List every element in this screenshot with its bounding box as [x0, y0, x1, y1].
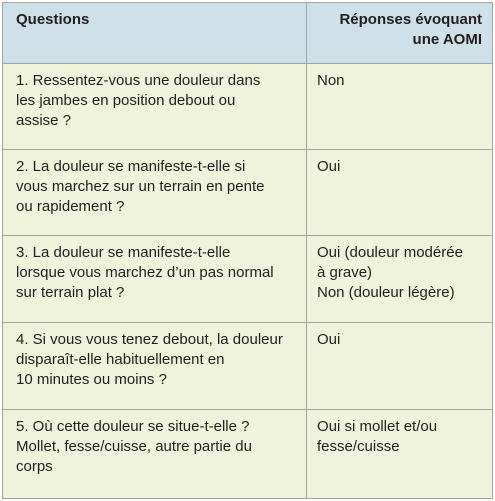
answer-text-line: Oui si mollet et/ou	[317, 418, 438, 435]
answer-text-line: Non (douleur légère)	[317, 284, 455, 301]
question-text-line: 2. La douleur se manifeste-t-elle si	[16, 158, 246, 175]
table-row	[3, 410, 492, 498]
table-header	[3, 3, 492, 64]
question-text-line: les jambes en position debout ou	[16, 92, 236, 109]
table-row	[3, 236, 492, 323]
answer-text-line: Oui	[317, 158, 341, 175]
answer-text-line: Oui (douleur modérée	[317, 244, 463, 261]
answer-cell	[307, 410, 492, 498]
answer-cell	[307, 150, 492, 235]
question-text-line: 1. Ressentez-vous une douleur dans	[16, 72, 261, 89]
question-cell	[3, 323, 307, 409]
question-cell	[3, 236, 307, 322]
question-cell	[3, 64, 307, 149]
answer-text-line: Non	[317, 72, 345, 89]
question-text-line: ou rapidement ?	[16, 198, 125, 215]
header-answers-line-1: Réponses évoquant	[339, 11, 482, 28]
answer-text-line: à grave)	[317, 264, 373, 281]
header-answers	[307, 3, 492, 63]
answer-text-line: fesse/cuisse	[317, 438, 400, 455]
question-text-line: corps	[16, 458, 53, 475]
answer-text-line: Oui	[317, 331, 341, 348]
answer-cell	[307, 323, 492, 409]
question-text-line: 4. Si vous vous tenez debout, la douleur	[16, 331, 283, 348]
header-questions-label: Questions	[16, 11, 90, 28]
question-text-line: 10 minutes ou moins ?	[16, 371, 167, 388]
table-row	[3, 150, 492, 236]
question-text-line: disparaît-elle habituellement en	[16, 351, 225, 368]
header-answers-line-2: une AOMI	[412, 31, 482, 48]
question-text-line: Mollet, fesse/cuisse, autre partie du	[16, 438, 252, 455]
answer-cell	[307, 64, 492, 149]
question-text-line: sur terrain plat ?	[16, 284, 125, 301]
question-text-line: 5. Où cette douleur se situe-t-elle ?	[16, 418, 250, 435]
answer-cell	[307, 236, 492, 322]
question-text-line: lorsque vous marchez d’un pas normal	[16, 264, 274, 281]
table-row	[3, 323, 492, 410]
questionnaire-table	[2, 2, 493, 499]
header-questions	[3, 3, 307, 63]
question-text-line: assise ?	[16, 112, 72, 129]
table-row	[3, 64, 492, 150]
question-text-line: 3. La douleur se manifeste-t-elle	[16, 244, 231, 261]
question-cell	[3, 150, 307, 235]
question-text-line: vous marchez sur un terrain en pente	[16, 178, 265, 195]
question-cell	[3, 410, 307, 498]
